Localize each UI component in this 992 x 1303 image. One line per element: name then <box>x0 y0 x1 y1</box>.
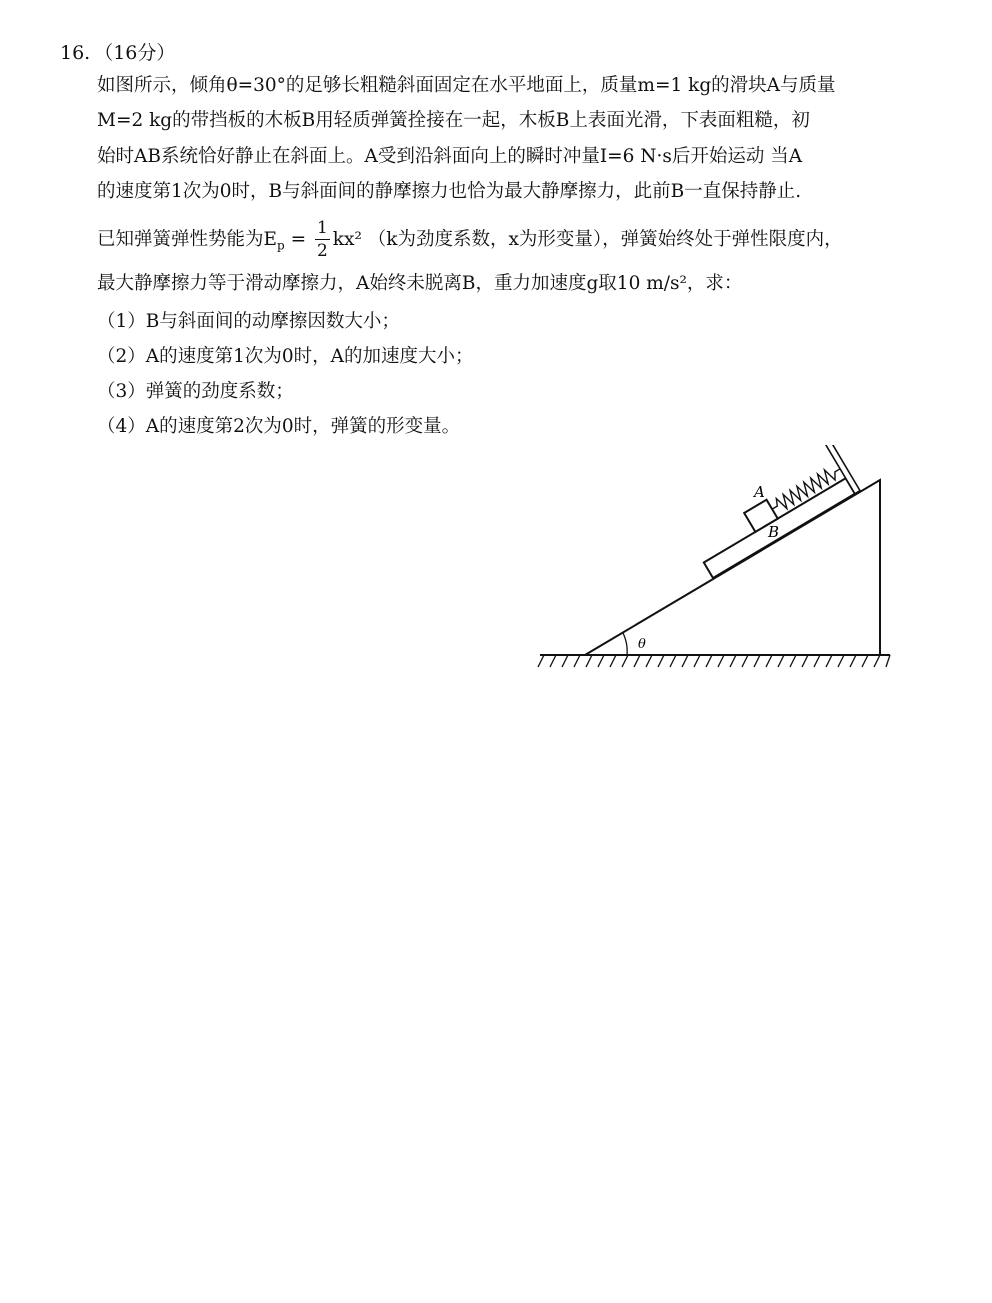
stem-line-5-equals: = <box>284 229 312 250</box>
stem-line-1: 如图所示，倾角θ=30°的足够长粗糙斜面固定在水平地面上，质量m=1 kg的滑块A与质量 <box>97 75 836 96</box>
question-number: 16. <box>60 42 91 64</box>
question-points: （16分） <box>94 42 176 64</box>
fraction-one-half <box>315 220 330 260</box>
stem-line-4: 的速度第1次为0时，B与斜面间的静摩擦力也恰为最大静摩擦力，此前B一直保持静止. <box>97 181 802 202</box>
angle-arc <box>623 633 627 655</box>
angle-label: θ <box>638 637 646 652</box>
board-b-label: B <box>768 523 780 541</box>
question-number-line <box>60 38 175 65</box>
fraction-denominator: 2 <box>316 241 328 261</box>
subquestion-3: （3）弹簧的劲度系数； <box>97 381 294 402</box>
subquestion-4: （4）A的速度第2次为0时，弹簧的形变量。 <box>97 416 461 437</box>
stem-line-6: 最大静摩擦力等于滑动摩擦力，A始终未脱离B，重力加速度g取10 m/s²，求： <box>97 273 743 294</box>
subquestion-1: （1）B与斜面间的动摩擦因数大小； <box>97 311 400 332</box>
block-a-label: A <box>754 483 765 501</box>
fraction-numerator: 1 <box>316 218 328 238</box>
stem-line-3: 始时AB系统恰好静止在斜面上。A受到沿斜面向上的瞬时冲量I=6 N·s后开始运动 当A <box>97 146 803 167</box>
board-b <box>683 445 860 578</box>
ground-hatching <box>538 655 890 667</box>
stem-line-5 <box>97 220 947 260</box>
incline-diagram <box>530 445 900 675</box>
stem-line-5-subscript: p <box>277 238 285 253</box>
stem-line-5-pre: 已知弹簧弹性势能为E <box>97 229 278 250</box>
stem-line-2: M=2 kg的带挡板的木板B用轻质弹簧拴接在一起，木板B上表面光滑，下表面粗糙，初 <box>97 110 810 131</box>
stem-line-5-post: kx² （k为劲度系数，x为形变量），弹簧始终处于弹性限度内， <box>332 229 843 250</box>
subquestion-2: （2）A的速度第1次为0时，A的加速度大小； <box>97 346 474 367</box>
